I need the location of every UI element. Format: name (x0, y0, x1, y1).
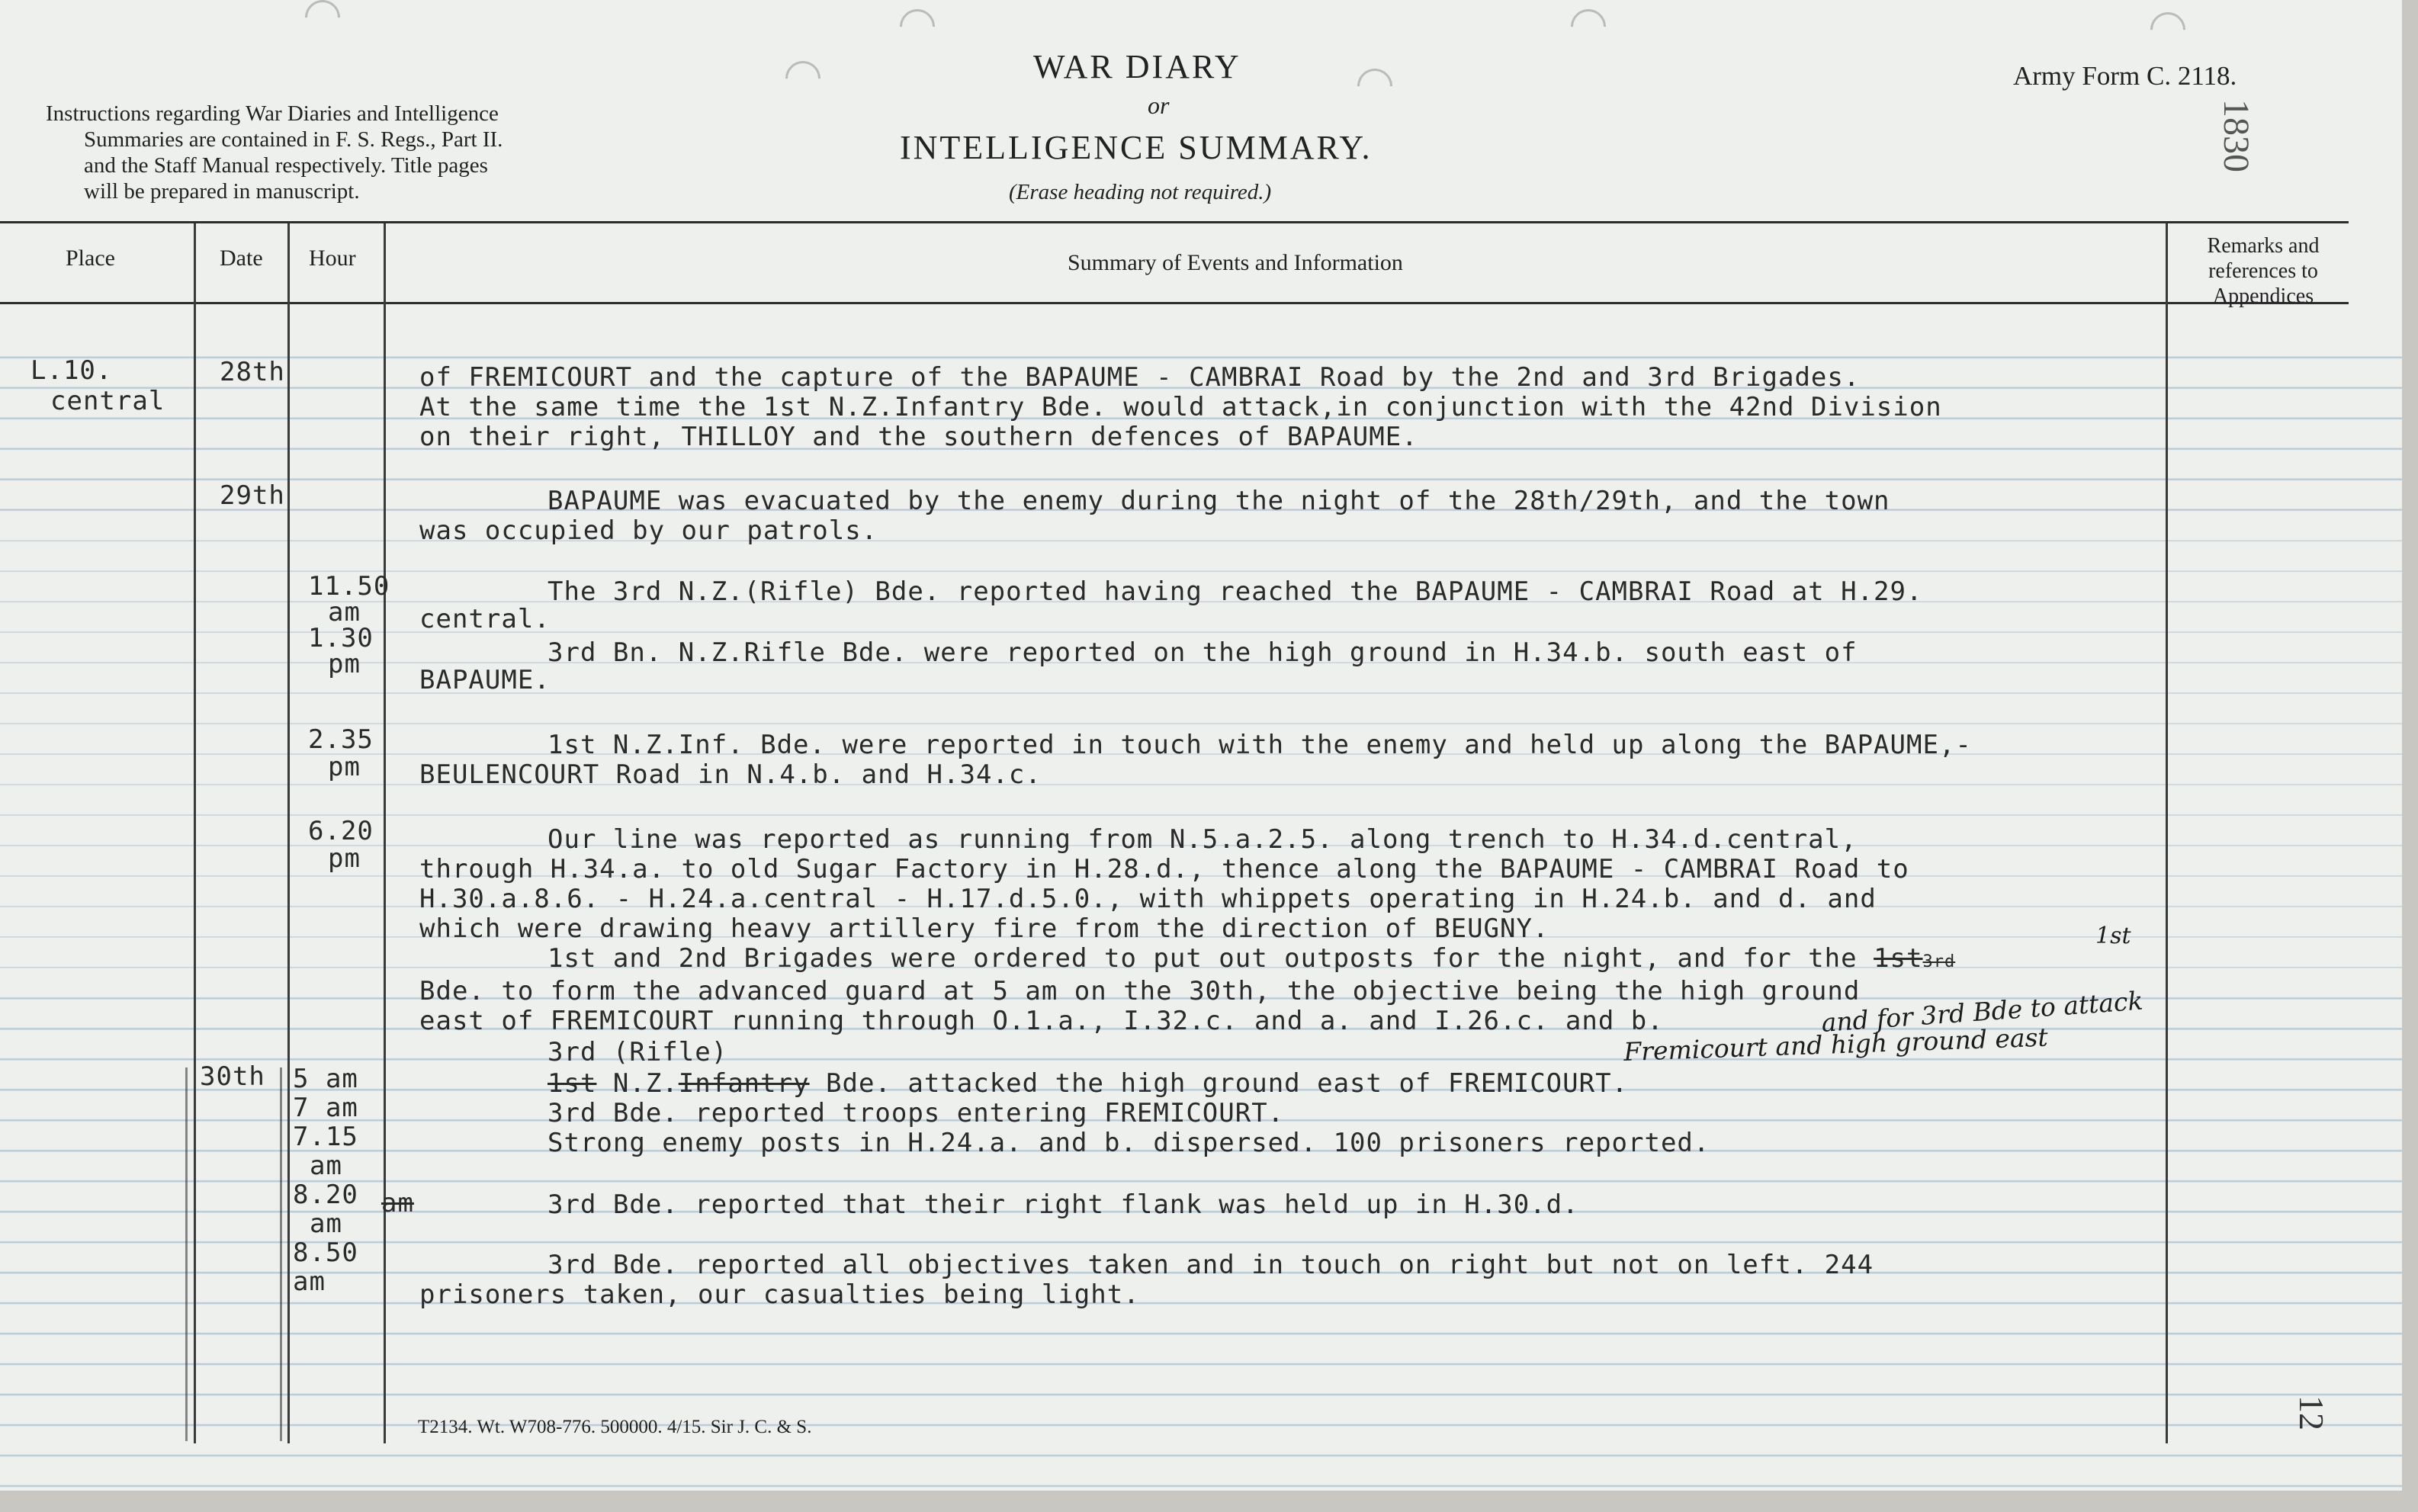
date-28th: 28th (220, 357, 285, 387)
handwritten-note: Fremicourt and high ground east (1623, 1022, 2049, 1067)
hour-value: 7.15 (293, 1122, 358, 1152)
column-header-place: Place (66, 246, 115, 271)
column-divider (2166, 223, 2168, 1443)
place-cell (31, 355, 165, 416)
summary-line: was occupied by our patrols. (419, 515, 878, 546)
hour-value: 11.50 (308, 571, 390, 602)
army-form-number: Army Form C. 2118. (2013, 61, 2237, 91)
summary-line: 1st N.Z.Inf. Bde. were reported in touch with the enemy and held up along the BAPAUME,- (548, 730, 1972, 760)
instructions-line: Summaries are contained in F. S. Regs., Part II. (84, 127, 503, 152)
summary-line: 3rd Bde. reported all objectives taken and in touch on right but not on left. 244 (548, 1250, 1874, 1280)
hour-ampm: pm (328, 752, 361, 782)
hour-value: 8.50 (293, 1238, 358, 1268)
place-line: central (50, 386, 165, 416)
summary-paragraph (419, 486, 1890, 546)
hour-value: 8.20 (293, 1180, 358, 1210)
struck-text: Infantry (678, 1068, 810, 1099)
date-29th: 29th (220, 480, 285, 511)
summary-paragraph (419, 578, 1922, 633)
column-divider (384, 223, 386, 1443)
summary-line: of FREMICOURT and the capture of the BAPAUME - CAMBRAI Road by the 2nd and 3rd Brigades. (419, 362, 1861, 393)
summary-line: Bde. to form the advanced guard at 5 am on the 30th, the objective being the high ground (419, 976, 1861, 1006)
column-header-date: Date (220, 246, 263, 271)
title-or: or (1148, 91, 1170, 119)
handwritten-insertion: 1st (2095, 923, 2131, 949)
summary-line: H.30.a.8.6. - H.24.a.central - H.17.d.5.0., with whippets operating in H.24.b. and d. and (419, 884, 1877, 914)
summary-line: Our line was reported as running from N.5.a.2.5. along trench to H.34.d.central, (548, 824, 1858, 855)
summary-line: 3rd Bde. reported that their right flank was held up in H.30.d. (548, 1189, 1579, 1220)
column-header-summary: Summary of Events and Information (1068, 250, 1403, 275)
hour-value: 2.35 (308, 724, 374, 755)
summary-line: 3rd Bn. N.Z.Rifle Bde. were reported on the high ground in H.34.b. south east of (548, 637, 1858, 668)
summary-line: Strong enemy posts in H.24.a. and b. dispersed. 100 prisoners reported. (548, 1128, 1710, 1158)
hour-value: 6.20 (308, 816, 374, 846)
column-divider (185, 1067, 188, 1441)
remarks-line: Remarks and (2207, 234, 2320, 258)
summary-line: which were drawing heavy artillery fire from the direction of BEUGNY. (419, 913, 1549, 944)
summary-line: prisoners taken, our casualties being light. (419, 1279, 1140, 1310)
folio-number-bottom: 12 (2292, 1395, 2331, 1430)
summary-paragraph (548, 1069, 1710, 1158)
summary-paragraph (419, 825, 1955, 1036)
hour-value: 1.30 (308, 623, 374, 653)
column-divider (194, 223, 196, 1443)
place-line: L.10. (31, 355, 113, 386)
summary-line: BAPAUME. (419, 665, 551, 695)
summary-text: Bde. attacked the high ground east of FREMICOURT. (809, 1068, 1629, 1099)
struck-am: am (381, 1188, 414, 1218)
handwritten-note: and for 3rd Bde to attack (1820, 985, 2144, 1038)
summary-paragraph (419, 639, 1858, 694)
hour-value: 7 am (293, 1093, 358, 1123)
remarks-line: references to (2208, 259, 2318, 283)
summary-insert: 3rd (Rifle) (548, 1037, 728, 1067)
hour-ampm: pm (328, 843, 361, 874)
hour-ampm: am (293, 1266, 326, 1297)
summary-line: BAPAUME was evacuated by the enemy during the night of the 28th/29th, and the town (548, 486, 1890, 516)
hour-ampm: am (310, 1209, 342, 1239)
printer-line: T2134. Wt. W708-776. 500000. 4/15. Sir J. C. & S. (418, 1417, 812, 1437)
column-divider (280, 1067, 282, 1441)
struck-text: 1st (548, 1068, 597, 1099)
hour-cell (308, 817, 374, 872)
date-30th: 30th (200, 1061, 265, 1092)
summary-line: east of FREMICOURT running through O.1.a., I.32.c. and a. and I.26.c. and b. (419, 1006, 1664, 1036)
column-header-hour: Hour (309, 246, 356, 271)
summary-line (548, 1069, 1710, 1099)
folio-number-top: 1830 (2216, 99, 2256, 172)
instructions-line: and the Staff Manual respectively. Title pages (84, 153, 488, 178)
summary-text: 1st and 2nd Brigades were ordered to put out outposts for the night, and for the (548, 943, 1858, 974)
erase-note: (Erase heading not required.) (1009, 180, 1272, 204)
summary-line: 3rd Bde. reported troops entering FREMICOURT. (548, 1098, 1285, 1128)
column-divider (287, 223, 290, 1443)
summary-paragraph (419, 1250, 1874, 1310)
instructions-line: will be prepared in manuscript. (84, 179, 360, 204)
instructions-line: Instructions regarding War Diaries and Intelligence (46, 101, 499, 126)
summary-line: BEULENCOURT Road in N.4.b. and H.34.c. (419, 759, 1042, 790)
hour-value: 5 am (293, 1064, 358, 1094)
title-intelligence-summary: INTELLIGENCE SUMMARY. (900, 129, 1373, 166)
summary-line: through H.34.a. to old Sugar Factory in H.28.d., thence along the BAPAUME - CAMBRAI Road to (419, 854, 1909, 884)
hour-ampm: pm (328, 649, 361, 679)
summary-line (419, 944, 1955, 977)
hour-ampm: am (310, 1151, 342, 1181)
hour-ampm: am (328, 597, 361, 628)
struck-text: 1st (1874, 943, 1923, 974)
summary-line: The 3rd N.Z.(Rifle) Bde. reported having reached the BAPAUME - CAMBRAI Road at H.29. (548, 576, 1923, 607)
column-header-remarks (2164, 233, 2362, 309)
remarks-line: Appendices (2212, 284, 2314, 308)
struck-text: 3rd (1922, 952, 1956, 971)
summary-line: central. (419, 604, 551, 634)
header-rule-bottom (0, 302, 2349, 304)
hour-cell (308, 573, 390, 677)
hour-cell (293, 1064, 358, 1296)
hour-cell (308, 726, 374, 781)
summary-paragraph (419, 730, 1972, 790)
summary-paragraph (419, 363, 1942, 452)
instructions-block (46, 101, 503, 204)
summary-line: At the same time the 1st N.Z.Infantry Bde. would attack,in conjunction with the 42nd Division (419, 392, 1942, 422)
summary-line: on their right, THILLOY and the southern defences of BAPAUME. (419, 422, 1418, 452)
header-rule-top (0, 221, 2349, 223)
title-war-diary: WAR DIARY (1033, 48, 1241, 85)
summary-text: N.Z. (596, 1068, 679, 1099)
